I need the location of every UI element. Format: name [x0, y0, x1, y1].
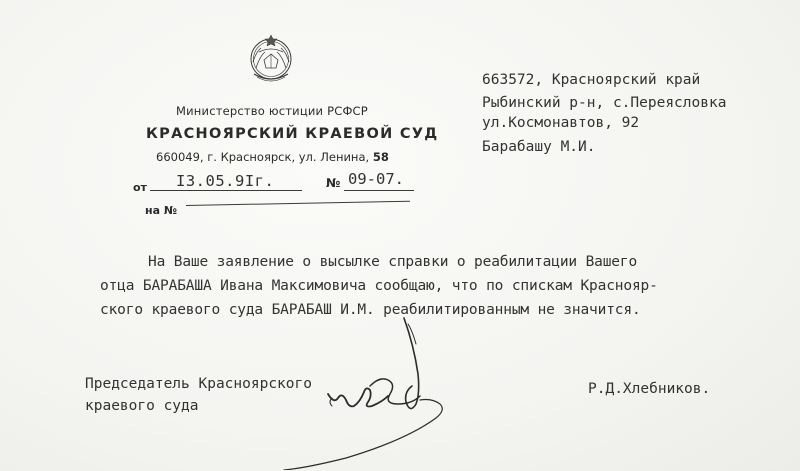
date-rule: [150, 190, 302, 191]
number-label: №: [326, 176, 341, 190]
date-label: от: [133, 181, 147, 194]
number-rule: [344, 190, 414, 191]
court-address-number: 58: [372, 150, 389, 164]
court-address-street: 660049, г. Красноярск, ул. Ленина,: [156, 150, 373, 164]
reply-number-label: на №: [145, 204, 178, 217]
number-value: 09-07.: [348, 170, 404, 188]
signer-title-line-2: краевого суда: [85, 398, 199, 414]
addressee-line-1: 663572, Красноярский край: [482, 72, 701, 88]
date-value: I3.05.9Iг.: [176, 172, 275, 190]
body-line-1: На Ваше заявление о высылке справки о реабилитации Вашего: [148, 254, 638, 270]
ministry-name: Министерство юстиции РСФСР: [176, 104, 368, 118]
addressee-line-3: ул.Космонавтов, 92: [482, 115, 640, 131]
state-emblem-icon: [244, 30, 298, 90]
court-name: КРАСНОЯРСКИЙ КРАЕВОЙ СУД: [146, 126, 439, 142]
body-line-3: ского краевого суда БАРАБАШ И.М. реабилитированным не значится.: [100, 302, 641, 318]
court-address: [156, 150, 389, 164]
signer-title-line-1: Председатель Красноярского: [85, 376, 312, 392]
addressee-line-2: Рыбинский р-н, с.Переясловка: [482, 95, 727, 111]
addressee-name: Барабашу М.И.: [482, 139, 596, 155]
signer-name: Р.Д.Хлебников.: [588, 381, 711, 397]
reply-number-rule: [186, 201, 410, 206]
body-line-2: отца БАРАБАША Ивана Максимовича сообщаю, что по спискам Краснояр-: [100, 278, 658, 294]
